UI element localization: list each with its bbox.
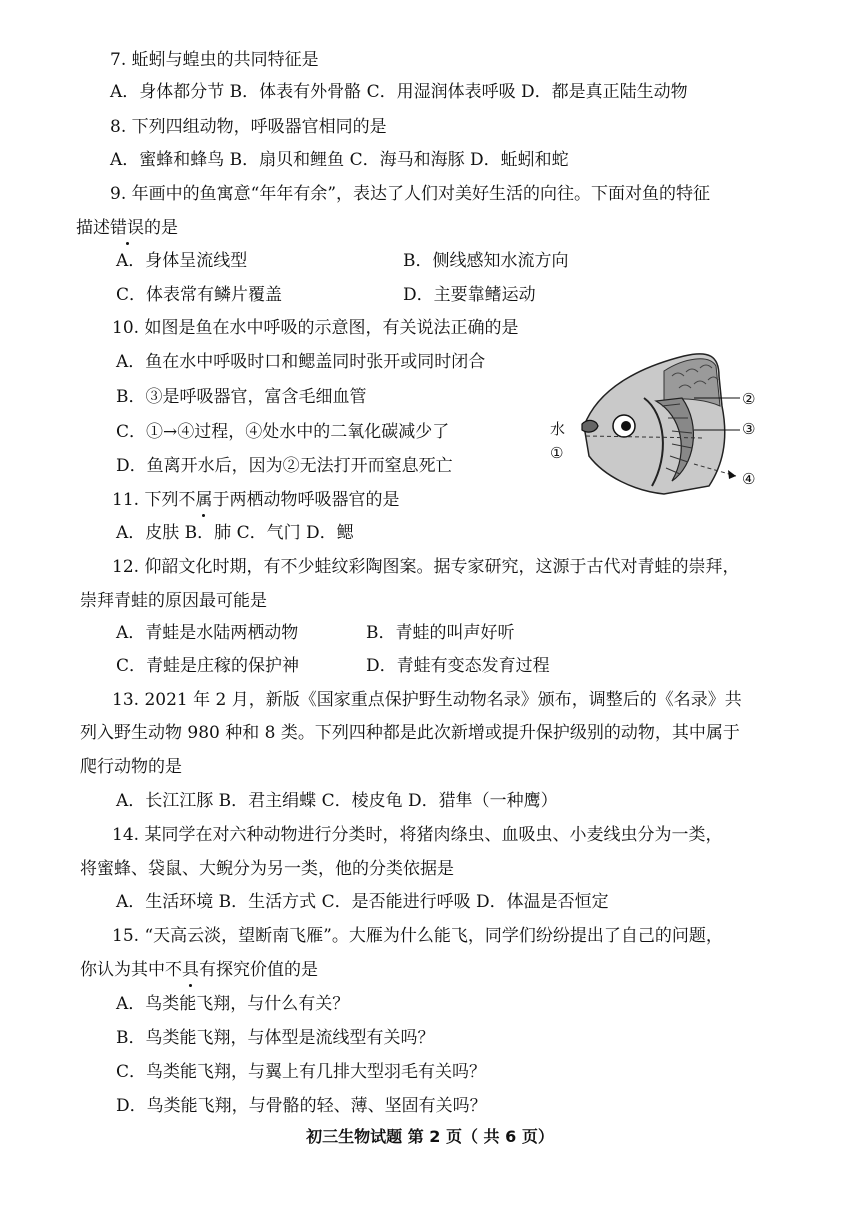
q13-stem: 13. 2021 年 2 月，新版《国家重点保护野生动物名录》颁布，调整后的《名录》共 — [112, 690, 742, 710]
q13-stem-cont: 列入野生动物 980 种和 8 类。下列四种都是此次新增或提升保护级别的动物，其中属于 — [80, 723, 740, 743]
label-1: ① — [550, 444, 564, 462]
q15-stem-pre: 你认为其中 — [80, 960, 165, 980]
fish-respiration-diagram — [544, 346, 794, 496]
q9-stem-cont — [76, 216, 178, 240]
q8-stem: 8. 下列四组动物，呼吸器官相同的是 — [110, 117, 387, 137]
q9-option-a: A．身体呈流线型 — [116, 251, 248, 271]
q9-stem: 9. 年画中的鱼寓意“年年有余”，表达了人们对美好生活的向往。下面对鱼的特征 — [110, 184, 711, 204]
q10-option-a: A．鱼在水中呼吸时口和鳃盖同时张开或同时闭合 — [116, 352, 486, 372]
q12-option-d: D．青蛙有变态发育过程 — [366, 656, 550, 676]
q9-option-c: C．体表常有鳞片覆盖 — [116, 285, 283, 305]
q11-stem-pre: 11. 下列 — [112, 490, 179, 510]
q15-option-a: A．鸟类能飞翔，与什么有关？ — [116, 994, 350, 1014]
q8-options: A．蜜蜂和蜂鸟 B．扇贝和鲤鱼 C．海马和海豚 D．蚯蚓和蛇 — [110, 150, 569, 170]
q9-emphasis: 错误 — [110, 218, 144, 238]
q15-stem-post: 探究价值的是 — [216, 960, 318, 980]
q11-options: A．皮肤 B．肺 C．气门 D．鳃 — [116, 523, 354, 543]
q9-stem-post: 的是 — [144, 218, 178, 238]
q15-stem-cont — [80, 958, 318, 982]
q10-option-c: C．①→④过程，④处水中的二氧化碳减少了 — [116, 422, 450, 442]
q14-options: A．生活环境 B．生活方式 C．是否能进行呼吸 D．体温是否恒定 — [116, 892, 609, 912]
label-4: ④ — [742, 470, 756, 488]
q12-stem-cont: 崇拜青蛙的原因最可能是 — [80, 591, 267, 611]
q15-option-c: C．鸟类能飞翔，与翼上有几排大型羽毛有关吗？ — [116, 1062, 487, 1082]
q11-emphasis: 不属于 — [178, 490, 230, 510]
q9-option-b: B．侧线感知水流方向 — [403, 251, 569, 271]
q11-stem — [112, 488, 399, 512]
q12-option-b: B．青蛙的叫声好听 — [366, 623, 515, 643]
q15-emphasis: 不具有 — [165, 960, 216, 980]
q12-option-c: C．青蛙是庄稼的保护神 — [116, 656, 300, 676]
q7-options: A．身体都分节 B．体表有外骨骼 C．用湿润体表呼吸 D．都是真正陆生动物 — [110, 82, 688, 102]
q9-option-d: D．主要靠鳍运动 — [403, 285, 536, 305]
page-footer: 初三生物试题 第 2 页（ 共 6 页） — [306, 1127, 554, 1146]
q14-stem: 14. 某同学在对六种动物进行分类时，将猪肉绦虫、血吸虫、小麦线虫分为一类， — [112, 825, 723, 845]
mouth — [582, 420, 598, 432]
q12-stem: 12. 仰韶文化时期，有不少蛙纹彩陶图案。据专家研究，这源于古代对青蛙的崇拜， — [112, 557, 740, 577]
q10-stem: 10. 如图是鱼在水中呼吸的示意图，有关说法正确的是 — [112, 318, 519, 338]
q13-options: A．长江江豚 B．君主绢蝶 C．棱皮龟 D．猎隼（一种鹰） — [116, 791, 558, 811]
q15-option-d: D．鸟类能飞翔，与骨骼的轻、薄、坚固有关吗？ — [116, 1096, 487, 1116]
q13-stem-cont2: 爬行动物的是 — [80, 757, 182, 777]
label-water: 水 — [550, 420, 566, 438]
q14-stem-cont: 将蜜蜂、袋鼠、大鲵分为另一类，他的分类依据是 — [80, 859, 454, 879]
q10-option-d: D．鱼离开水后，因为②无法打开而窒息死亡 — [116, 456, 453, 476]
q7-stem: 7. 蚯蚓与蝗虫的共同特征是 — [110, 50, 319, 70]
label-2: ② — [742, 390, 756, 408]
q15-option-b: B．鸟类能飞翔，与体型是流线型有关吗？ — [116, 1028, 435, 1048]
q11-stem-post: 两栖动物呼吸器官的是 — [229, 490, 400, 510]
arrow-head-icon — [728, 470, 736, 479]
pupil — [621, 421, 631, 431]
q10-option-b: B．③是呼吸器官，富含毛细血管 — [116, 387, 367, 407]
label-3: ③ — [742, 420, 756, 438]
q15-stem: 15. “天高云淡，望断南飞雁”。大雁为什么能飞，同学们纷纷提出了自己的问题， — [112, 926, 723, 946]
q12-option-a: A．青蛙是水陆两栖动物 — [116, 623, 299, 643]
q9-stem-pre: 描述 — [76, 218, 110, 238]
